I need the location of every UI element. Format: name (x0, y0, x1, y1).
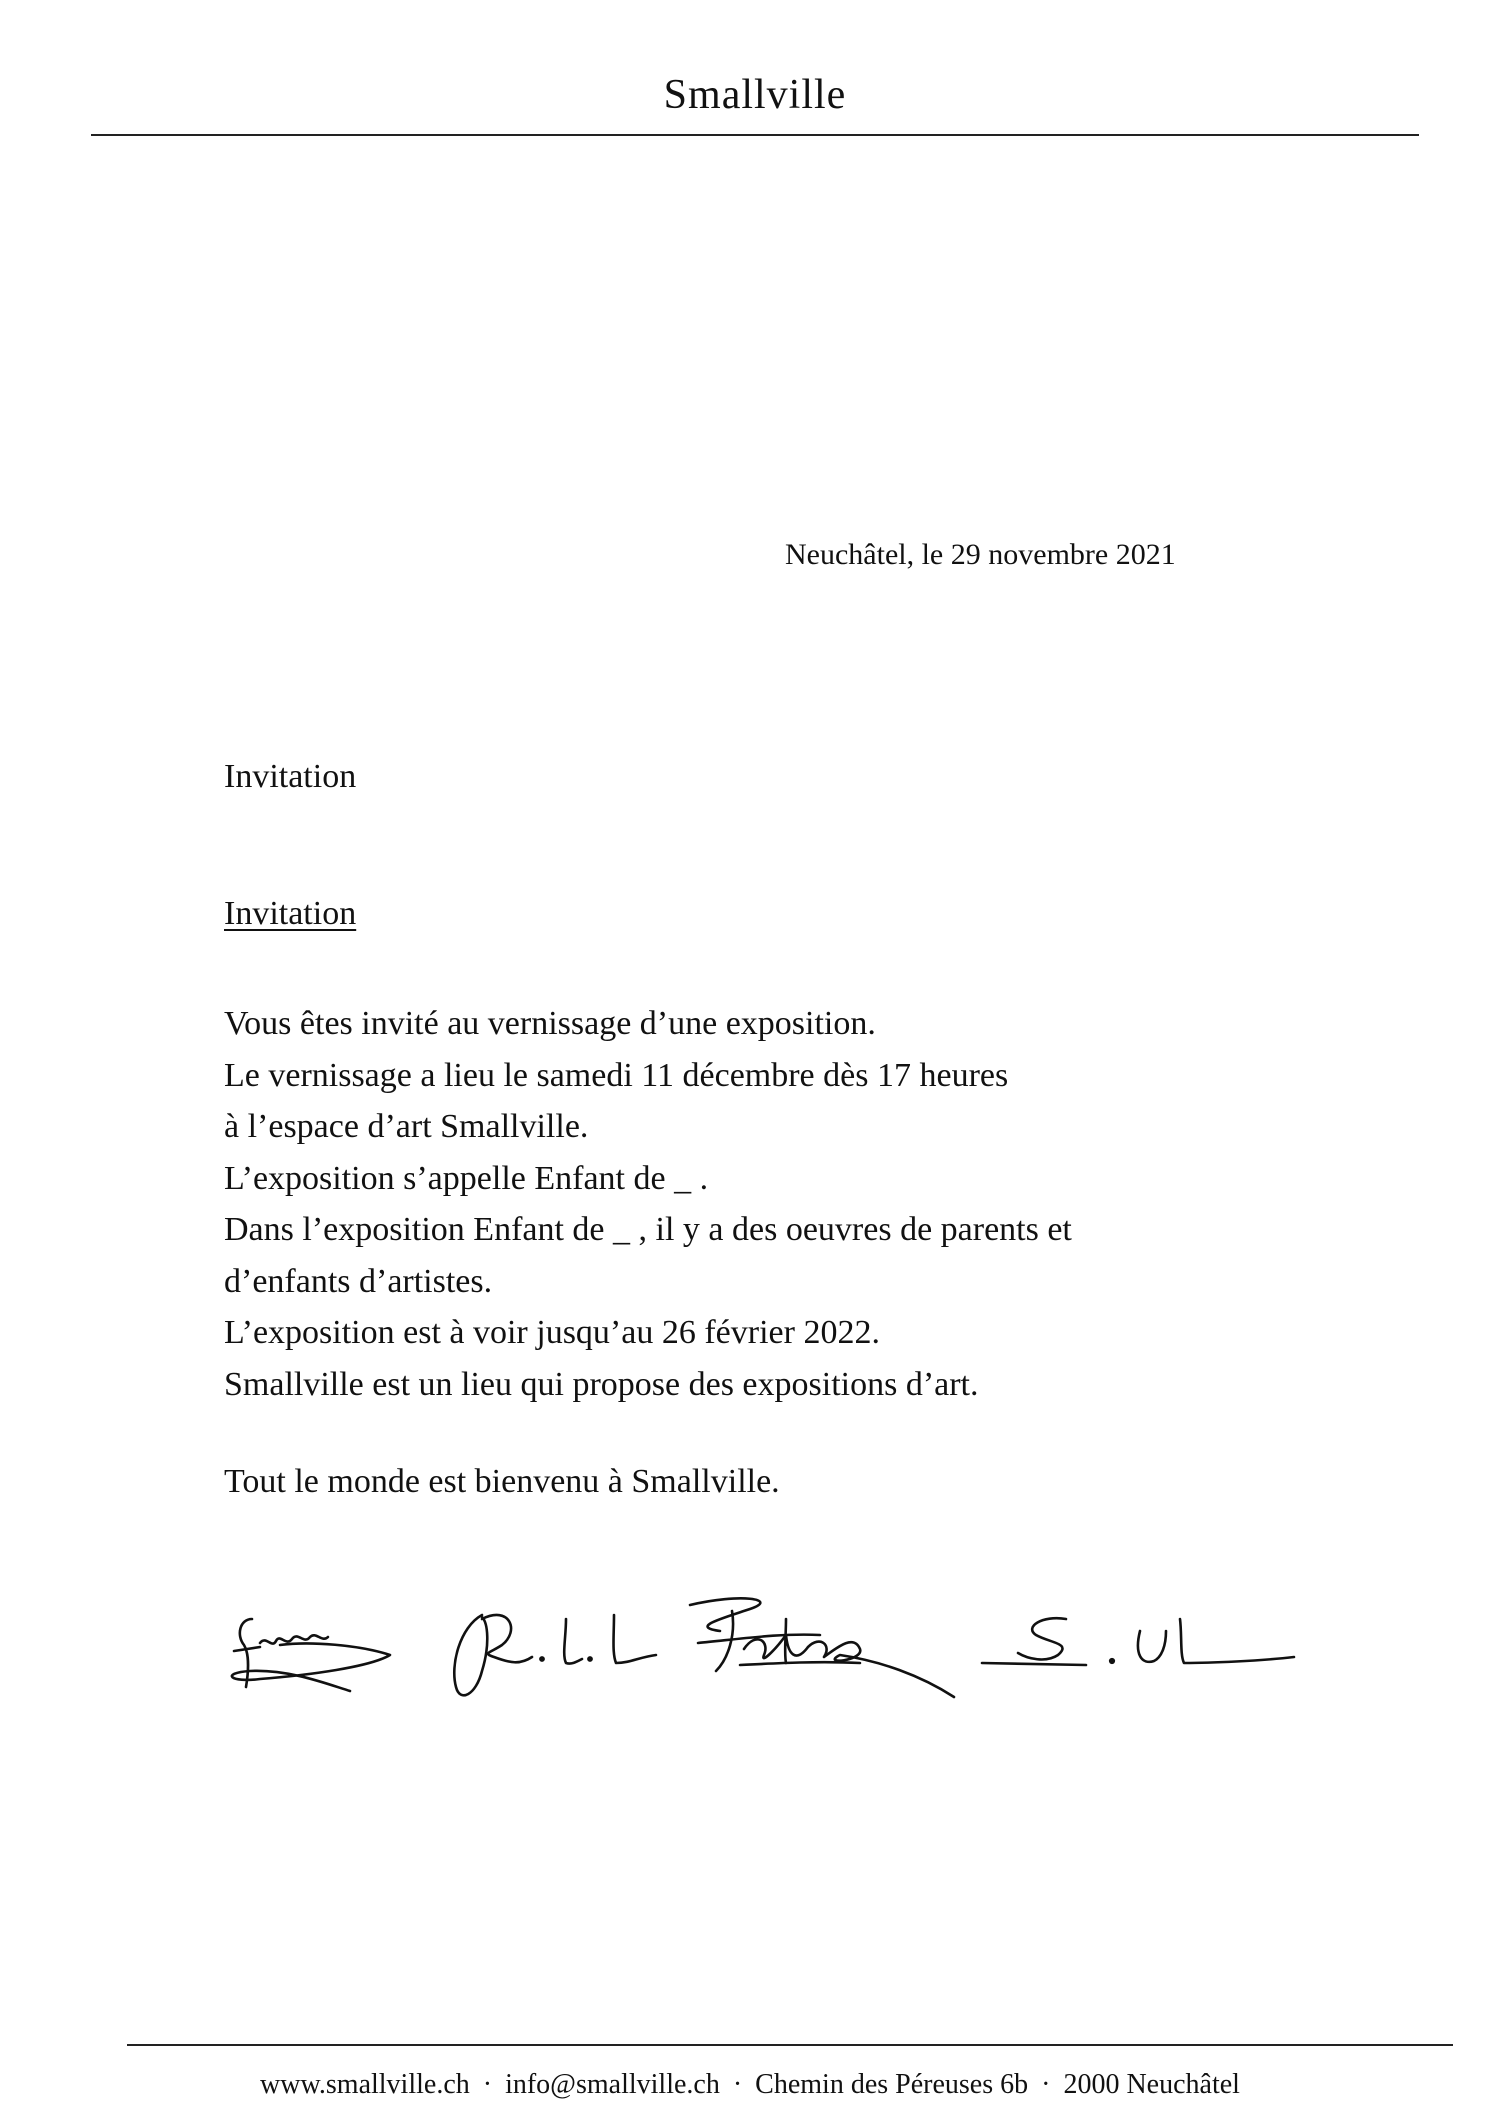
footer-rule (127, 2044, 1453, 2046)
footer-city: 2000 Neuchâtel (1063, 2069, 1240, 2100)
body-line: Smallville est un lieu qui propose des expositions d’art. (224, 1365, 979, 1403)
body-line: à l’espace d’art Smallville. (224, 1108, 589, 1145)
handwritten-signatures (220, 1575, 1440, 1725)
date-line: Neuchâtel, le 29 novembre 2021 (785, 538, 1176, 571)
signature-4 (982, 1618, 1294, 1665)
footer-separator: · (1041, 2069, 1051, 2100)
body-line: Le vernissage a lieu le samedi 11 décembre dès 17 heures (224, 1056, 1009, 1094)
signature-3 (690, 1598, 954, 1697)
subject-heading-underlined: Invitation (224, 895, 357, 932)
body-line: d’enfants d’artistes. (224, 1262, 493, 1300)
letterhead-title: Smallville (663, 72, 847, 118)
letterhead-rule (91, 134, 1419, 136)
letter-body (224, 998, 1072, 1410)
footer-email-link[interactable]: info@smallville.ch (505, 2069, 720, 2100)
body-line: L’exposition s’appelle Enfant de _ . (224, 1159, 709, 1197)
footer-website-link[interactable]: www.smallville.ch (260, 2069, 470, 2100)
footer-contact (0, 2071, 1500, 2099)
closing-line: Tout le monde est bienvenu à Smallville. (224, 1463, 780, 1500)
signature-1 (232, 1619, 390, 1691)
footer-separator: · (482, 2069, 493, 2100)
body-line: L’exposition est à voir jusqu’au 26 février 2022. (224, 1314, 880, 1351)
body-line: Dans l’exposition Enfant de _ , il y a des oeuvres de parents et (224, 1211, 1072, 1248)
subject-heading: Invitation (224, 758, 357, 795)
footer-street: Chemin des Péreuses 6b (755, 2069, 1029, 2100)
footer-separator: · (732, 2069, 743, 2100)
signature-2 (454, 1615, 656, 1695)
body-line: Vous êtes invité au vernissage d’une exposition. (224, 1005, 876, 1042)
